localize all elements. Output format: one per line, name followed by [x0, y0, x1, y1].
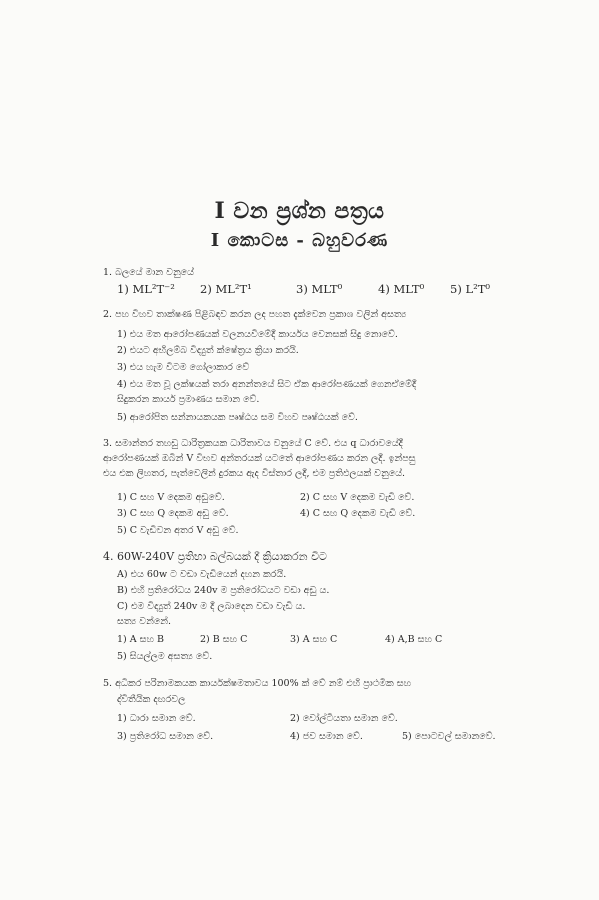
- q3-line-3: එය එක ලිහතර, පැත්වෙලින් දුරකය ඇද විස්තාර ලදී, එම ප්‍රතිඵලයක් වනුයේ.: [103, 468, 406, 479]
- q4-item-a: A) එය 60w ට වඩා වැඩියෙන් දහන කරයි.: [117, 569, 287, 580]
- q2-item-4: 4) එය මත වූ ලක්ෂයක් තරා අනන්තයේ සිට ඒක ආරෝපණයක් ගෙනඒමේදී: [117, 379, 417, 390]
- q3-line-2: ආරෝපණයක් ඔබින් V විභව අන්තරයක් යටතේ ආරෝපණය කරන ලදී. ඉන්පසු: [103, 453, 416, 464]
- q4-option-3: 3) A සහ C: [290, 634, 338, 645]
- q5-option-1: 1) ධාරා සමාන වේ.: [117, 713, 196, 724]
- part-title: I කොටස - බහුවරණ: [210, 230, 389, 251]
- q3-option-5: 5) C වැඩිවන අතර V අඩු වේ.: [117, 525, 239, 536]
- q2-item-2: 2) එයට අභිලම්බ විද්‍යුත් ක්ෂේත්‍රය ක්‍රියා කරයි.: [117, 345, 299, 356]
- q2-item-3: 3) එය හැම විටම ගෝලාකාර වේ: [117, 362, 250, 373]
- q5-line-2: ද්විතීයික දඟරවල: [117, 694, 186, 705]
- q2-item-4-cont: සිදුකරන කාර්ය ප්‍රමාණය සමාන වේ.: [117, 394, 260, 405]
- q2-item-1: 1) එය මත ආරෝපණයක් වලනයවීමේදී කාර්යය වෙනසක් සිදු නොවේ.: [117, 329, 398, 340]
- q1-option-2: 2) ML²T¹: [200, 282, 252, 296]
- q5-option-5: 5) පොටවල් සමානවේ.: [402, 731, 496, 742]
- q5-line-1: 5. අධිකර පරිනාමකයක කාර්යක්ෂමතාවය 100% ක් වේ නම් එහි ප්‍රාථමික සහ: [103, 678, 412, 689]
- q2-stem: 2. පහ විහව තාක්ෂණ පිළිබඳව කරන ලද පහත දැක්වෙන ප්‍රකාශ වලින් අසත්‍ය: [103, 309, 407, 320]
- q1-option-5: 5) L²T⁰: [450, 282, 490, 296]
- q4-option-4: 4) A,B සහ C: [385, 634, 443, 645]
- q4-item-c: C) එම විද්‍යුත් 240v ම දී ලබාදෙන වඩා වැඩි ය.: [117, 601, 306, 612]
- paper-title: I වන ප්‍රශ්න පත්‍රය: [214, 198, 385, 224]
- q4-stem: 4. 60W-240V ප්‍රතිභා බල්බයක් දී ක්‍රියාකරන විට: [103, 550, 327, 563]
- q5-option-4: 4) ජව සමාන වේ.: [290, 731, 363, 742]
- q3-option-2: 2) C සහ V දෙකම වැඩි වේ.: [300, 492, 415, 503]
- q3-option-4: 4) C සහ Q දෙකම වැඩි වේ.: [300, 508, 416, 519]
- q1-option-3: 3) MLT⁰: [296, 282, 343, 296]
- q1-option-1: 1) ML²T⁻²: [117, 282, 175, 296]
- q4-item-true: සත්‍ය වන්නේ.: [117, 616, 172, 627]
- q3-line-1: 3. සමාන්තර තහඩු ධාරිත්‍රකයක ධාරිතාවය වනුයේ C වේ. එය q ධාරාවයේදී: [103, 438, 403, 449]
- q1-stem: 1. බලයේ මාන වනුයේ: [103, 267, 194, 278]
- q1-option-4: 4) MLT⁰: [378, 282, 425, 296]
- q5-option-2: 2) වෝල්ටීයතා සමාන වේ.: [290, 713, 398, 724]
- q5-option-3: 3) ප්‍රතිරෝධ සමාන වේ.: [117, 731, 214, 742]
- q2-item-5: 5) ආරෝපිත සන්නායකයක පෘෂ්ඨය සම විහව පෘෂ්ඨයක් වේ.: [117, 412, 358, 423]
- q3-option-3: 3) C සහ Q දෙකම අඩු වේ.: [117, 508, 229, 519]
- q4-option-1: 1) A සහ B: [117, 634, 164, 645]
- q4-item-b: B) එහි ප්‍රතිරෝධය 240v ම ප්‍රතිරෝධයට වඩා අඩු ය.: [117, 585, 330, 596]
- q4-option-2: 2) B සහ C: [200, 634, 248, 645]
- q4-option-5: 5) සියල්ලම අසත්‍ය වේ.: [117, 651, 213, 662]
- q3-option-1: 1) C සහ V දෙකම අඩුවේ.: [117, 492, 225, 503]
